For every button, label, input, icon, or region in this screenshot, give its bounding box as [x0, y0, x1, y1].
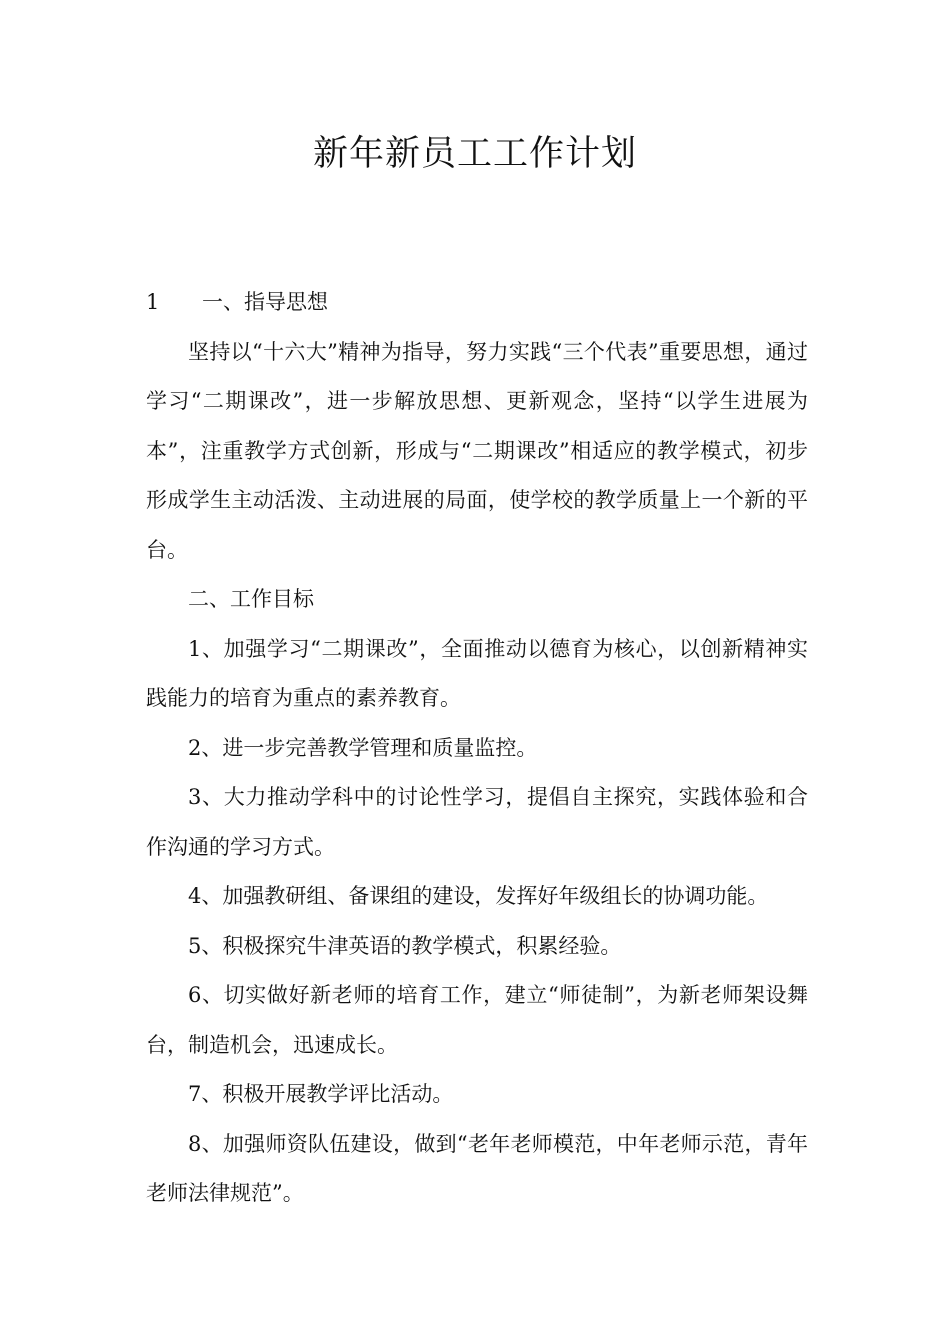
document-title: 新年新员工工作计划: [312, 134, 637, 174]
paragraph-guiding-thought: 坚持以“十六大”精神为指导，努力实践“三个代表”重要思想，通过学习“二期课改”，进一步解放思想、更新观念，坚持“以学生进展为本”，注重教学方式创新，形成与“二期课改”相适应的教学模式，初步形成学生主动活泼、主动进展的局面，使学校的教学质量上一个新的平台。: [146, 339, 808, 562]
section-heading-text: 一、指导思想: [202, 290, 328, 314]
goal-item-1: 1、加强学习“二期课改”，全面推动以德育为核心，以创新精神实践能力的培育为重点的素养教育。: [146, 636, 808, 710]
goal-item-2: 2、进一步完善教学管理和质量监控。: [188, 735, 538, 760]
section-heading: [146, 278, 808, 328]
goal-item-4: 4、加强教研组、备课组的建设，发挥好年级组长的协调功能。: [188, 884, 769, 908]
goal-item-8: 8、加强师资队伍建设，做到“老年老师模范，中年老师示范，青年老师法律规范”。: [146, 1131, 808, 1205]
goal-item-7: 7、积极开展教学评比活动。: [188, 1082, 454, 1106]
section-heading-work-goals: 二、工作目标: [188, 587, 314, 611]
goal-item-3: 3、大力推动学科中的讨论性学习，提倡自主探究，实践体验和合作沟通的学习方式。: [146, 785, 808, 859]
goal-item-6: 6、切实做好新老师的培育工作，建立“师徒制”，为新老师架设舞台，制造机会，迅速成长。: [146, 983, 808, 1057]
section-number: 1: [146, 290, 160, 314]
goal-item-5: 5、积极探究牛津英语的教学模式，积累经验。: [188, 933, 622, 958]
document-body: [146, 278, 808, 1219]
